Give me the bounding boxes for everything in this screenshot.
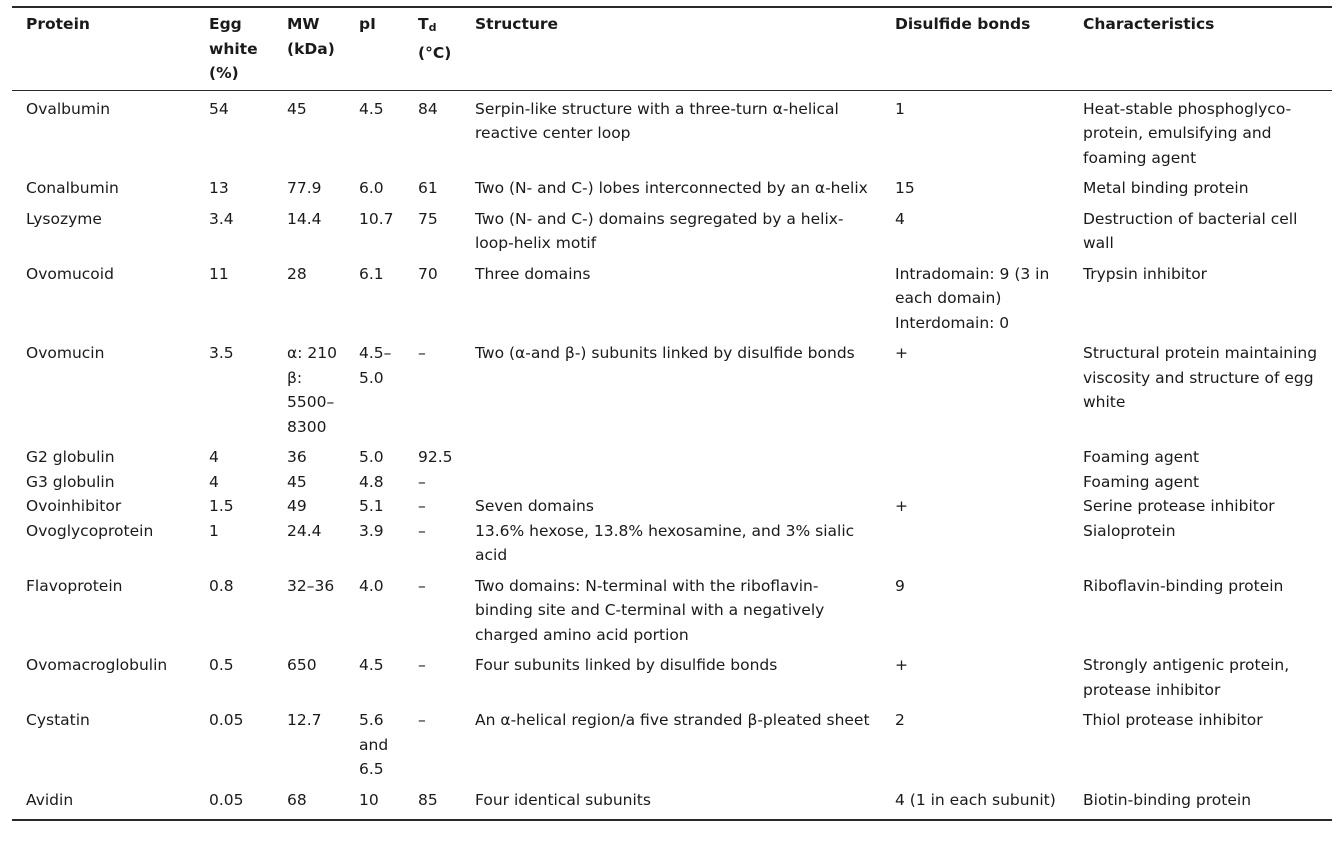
cell-mw: α: 210 β: 5500–8300 — [287, 344, 337, 436]
cell-egg-white: 11 — [209, 264, 229, 283]
cell-mw: 24.4 — [287, 521, 322, 540]
cell-egg-white: 1 — [209, 521, 219, 540]
cell-disulfide: Intradomain: 9 (3 in each domain) Interdomain: 0 — [895, 264, 1050, 332]
cell-mw: 650 — [287, 656, 317, 674]
table-bottom-rule — [12, 819, 1332, 821]
cell-td: 85 — [418, 790, 438, 809]
cell-pi: 5.0 — [359, 448, 384, 466]
cell-td: 84 — [418, 99, 438, 118]
cell-td: – — [418, 656, 426, 674]
cell-structure: Three domains — [475, 264, 591, 283]
cell-pi: 5.1 — [359, 497, 384, 515]
table-row — [12, 702, 1332, 782]
cell-egg-white: 0.05 — [209, 790, 244, 809]
cell-disulfide — [881, 470, 1069, 495]
cell-protein: Ovomacroglobulin — [26, 656, 168, 674]
table-row — [12, 494, 1332, 519]
cell-td: – — [418, 497, 426, 515]
header-td-main: T — [418, 15, 429, 33]
cell-pi: 4.8 — [359, 472, 384, 491]
cell-mw: 32–36 — [287, 576, 335, 595]
cell-mw: 36 — [287, 448, 307, 466]
cell-characteristics: Metal binding protein — [1083, 179, 1249, 197]
cell-structure — [461, 439, 881, 470]
table-row — [12, 647, 1332, 702]
cell-structure: Two (N- and C-) domains segregated by a helix-loop-helix motif — [475, 209, 844, 252]
cell-egg-white: 1.5 — [209, 497, 234, 515]
cell-characteristics: Destruction of bacterial cell wall — [1083, 209, 1298, 252]
table-row — [12, 256, 1332, 336]
cell-pi: 6.0 — [359, 179, 384, 197]
table-header-row — [12, 8, 1332, 86]
cell-td: 61 — [418, 179, 438, 197]
cell-pi: 4.0 — [359, 576, 384, 595]
cell-characteristics: Trypsin inhibitor — [1083, 264, 1208, 283]
cell-characteristics: Heat-stable phosphoglyco-protein, emulsifying and foaming agent — [1083, 99, 1292, 167]
cell-structure: Four subunits linked by disulfide bonds — [475, 656, 778, 674]
cell-characteristics: Foaming agent — [1083, 472, 1200, 491]
table-row — [12, 470, 1332, 495]
cell-mw: 45 — [287, 472, 307, 491]
table-row — [12, 201, 1332, 256]
cell-structure: Serpin-like structure with a three-turn α-helical reactive center loop — [475, 99, 839, 142]
cell-protein: G3 globulin — [26, 472, 115, 491]
protein-table-container — [12, 6, 1332, 821]
cell-disulfide: 4 — [895, 209, 905, 228]
cell-protein: G2 globulin — [26, 448, 115, 466]
cell-mw: 14.4 — [287, 209, 322, 228]
cell-characteristics: Serine protease inhibitor — [1083, 497, 1275, 515]
egg-white-protein-table-body — [12, 91, 1332, 813]
cell-td: – — [418, 472, 426, 491]
cell-pi: 5.6 and 6.5 — [359, 711, 389, 778]
header-egg-white: Egg white (%) — [209, 15, 258, 82]
cell-pi: 10.7 — [359, 209, 394, 228]
table-row — [12, 170, 1332, 201]
cell-td: 75 — [418, 209, 438, 228]
cell-protein: Ovoglycoprotein — [26, 521, 154, 540]
cell-protein: Flavoprotein — [26, 576, 123, 595]
cell-mw: 28 — [287, 264, 307, 283]
header-structure: Structure — [475, 15, 559, 33]
table-row — [12, 91, 1332, 171]
cell-pi: 3.9 — [359, 521, 384, 540]
cell-td: 70 — [418, 264, 438, 283]
cell-structure: 13.6% hexose, 13.8% hexosamine, and 3% sialic acid — [475, 521, 855, 564]
cell-pi: 10 — [359, 790, 379, 809]
cell-characteristics: Structural protein maintaining viscosity and structure of egg white — [1083, 344, 1318, 411]
cell-protein: Avidin — [26, 790, 74, 809]
cell-td: – — [418, 344, 426, 362]
cell-mw: 12.7 — [287, 711, 322, 729]
cell-pi: 4.5–5.0 — [359, 344, 392, 387]
cell-pi: 6.1 — [359, 264, 384, 283]
header-characteristics: Characteristics — [1083, 15, 1215, 33]
cell-egg-white: 4 — [209, 472, 219, 491]
cell-td: – — [418, 521, 426, 540]
cell-protein: Ovomucoid — [26, 264, 114, 283]
cell-mw: 77.9 — [287, 179, 322, 197]
cell-protein: Ovalbumin — [26, 99, 111, 118]
header-td — [404, 8, 461, 86]
cell-disulfide: + — [895, 344, 908, 362]
cell-egg-white: 0.8 — [209, 576, 234, 595]
cell-mw: 49 — [287, 497, 307, 515]
cell-characteristics: Sialoprotein — [1083, 521, 1176, 540]
table-row — [12, 335, 1332, 439]
cell-td: – — [418, 711, 426, 729]
cell-egg-white: 4 — [209, 448, 219, 466]
cell-structure: Seven domains — [475, 497, 594, 515]
cell-disulfide: 2 — [895, 711, 905, 729]
cell-structure — [461, 470, 881, 495]
table-row — [12, 568, 1332, 648]
cell-mw: 45 — [287, 99, 307, 118]
cell-disulfide: 4 (1 in each subunit) — [895, 790, 1056, 809]
cell-egg-white: 13 — [209, 179, 229, 197]
header-mw: MW (kDa) — [287, 15, 335, 58]
table-row — [12, 519, 1332, 568]
cell-egg-white: 54 — [209, 99, 229, 118]
cell-disulfide: 1 — [895, 99, 905, 118]
cell-egg-white: 0.05 — [209, 711, 244, 729]
cell-characteristics: Strongly antigenic protein, protease inhibitor — [1083, 656, 1290, 699]
cell-characteristics: Riboflavin-binding protein — [1083, 576, 1284, 595]
cell-egg-white: 3.5 — [209, 344, 234, 362]
cell-characteristics: Foaming agent — [1083, 448, 1200, 466]
cell-disulfide — [881, 519, 1069, 568]
cell-pi: 4.5 — [359, 99, 384, 118]
cell-protein: Ovoinhibitor — [26, 497, 122, 515]
cell-protein: Ovomucin — [26, 344, 105, 362]
header-td-unit: (°C) — [418, 43, 452, 62]
cell-disulfide: + — [895, 656, 908, 674]
table-row — [12, 782, 1332, 813]
header-pi: pI — [359, 15, 376, 33]
cell-characteristics: Biotin-binding protein — [1083, 790, 1252, 809]
cell-egg-white: 3.4 — [209, 209, 234, 228]
header-disulfide: Disulfide bonds — [895, 15, 1031, 33]
cell-disulfide: + — [895, 497, 908, 515]
header-td-sub: d — [428, 21, 437, 34]
cell-structure: Two (α-and β-) subunits linked by disulfide bonds — [475, 344, 855, 362]
egg-white-protein-table — [12, 8, 1332, 86]
cell-protein: Cystatin — [26, 711, 90, 729]
cell-characteristics: Thiol protease inhibitor — [1083, 711, 1263, 729]
cell-structure: Two domains: N-terminal with the riboflavin-binding site and C-terminal with a negatively charged amino acid portion — [475, 576, 825, 644]
cell-mw: 68 — [287, 790, 307, 809]
cell-egg-white: 0.5 — [209, 656, 234, 674]
header-protein: Protein — [26, 15, 90, 33]
cell-protein: Lysozyme — [26, 209, 102, 228]
cell-pi: 4.5 — [359, 656, 384, 674]
table-row — [12, 439, 1332, 470]
cell-td: 92.5 — [418, 448, 453, 466]
cell-td: – — [418, 576, 426, 595]
cell-structure: Four identical subunits — [475, 790, 651, 809]
cell-structure: An α-helical region/a five stranded β-pleated sheet — [475, 711, 870, 729]
cell-protein: Conalbumin — [26, 179, 119, 197]
cell-disulfide: 9 — [895, 576, 905, 595]
cell-structure: Two (N- and C-) lobes interconnected by an α-helix — [475, 179, 868, 197]
cell-disulfide: 15 — [895, 179, 915, 197]
cell-disulfide — [881, 439, 1069, 470]
